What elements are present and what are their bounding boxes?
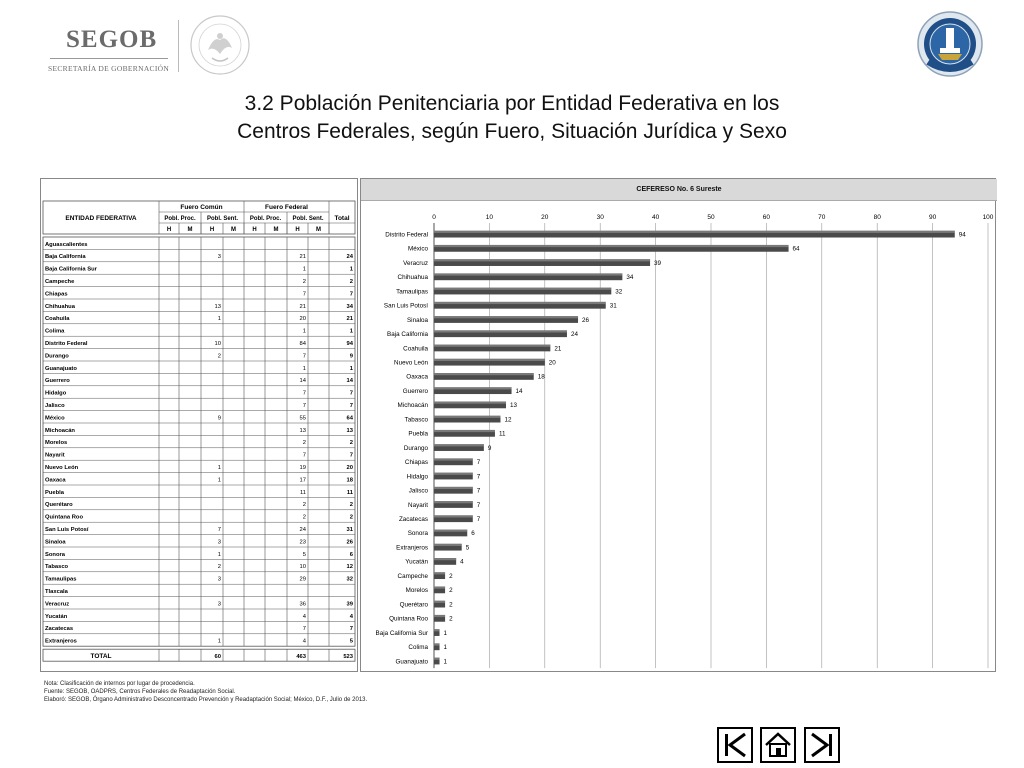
total-row-label: TOTAL (90, 652, 112, 660)
cell-federal-sent-h: 7 (302, 291, 306, 298)
data-label: 34 (626, 274, 634, 282)
title-line-2: Centros Federales, según Fuero, Situación Jurídica y Sexo (237, 120, 787, 143)
cell-total: 18 (346, 477, 353, 484)
cell-comun-sent-h: 9 (217, 415, 221, 422)
data-label: 21 (554, 345, 562, 353)
cell-federal-sent-h: 21 (299, 303, 306, 310)
row-entity-name: San Luis Potosí (45, 527, 89, 533)
row-entity-name: Veracruz (45, 601, 70, 608)
row-entity-name: Michoacán (45, 427, 75, 434)
bar-highlight (434, 302, 606, 304)
cell-federal-sent-h: 7 (302, 403, 306, 409)
row-entity-name: Tamaulipas (45, 576, 77, 583)
data-label: 1 (443, 658, 448, 666)
column-header-total: Total (334, 215, 350, 222)
column-header-entity: ENTIDAD FEDERATIVA (65, 215, 137, 222)
cell-federal-sent-h: 19 (299, 465, 306, 471)
category-label: Puebla (408, 430, 428, 438)
x-tick-label: 50 (707, 214, 715, 221)
row-entity-name: Morelos (45, 440, 68, 447)
cell-comun-sent-h: 3 (217, 576, 221, 583)
data-label: 1 (443, 644, 448, 652)
cell-total: 7 (349, 626, 353, 633)
segob-logo-word: SEGOB (66, 26, 158, 53)
cell-federal-sent-h: 23 (299, 539, 306, 546)
data-label: 18 (537, 373, 545, 381)
bar-highlight (434, 601, 445, 603)
row-entity-name: Coahuila (45, 316, 70, 323)
cell-total: 11 (346, 489, 353, 496)
sex-header: M (273, 227, 279, 233)
bar-highlight (434, 245, 789, 247)
cell-comun-sent-h: 1 (217, 551, 221, 558)
x-tick-label: 0 (432, 214, 436, 221)
data-label: 7 (476, 459, 481, 467)
x-tick-label: 90 (928, 214, 937, 221)
bar-highlight (434, 359, 545, 361)
cell-total: 7 (349, 403, 353, 409)
category-label: Baja California (387, 331, 428, 339)
cell-comun-sent-h: 3 (217, 601, 221, 608)
prepared-by-line: Elaboró: SEGOB, Órgano Administrativo Desconcentrado Prevención y Readaptación Social; México, D.F., Julio de 2013. (44, 697, 368, 703)
bar-highlight (434, 515, 473, 517)
row-entity-name: Campeche (45, 279, 75, 285)
x-tick-label: 60 (762, 214, 771, 221)
data-label: 24 (570, 331, 578, 339)
cell-federal-sent-h: 2 (302, 279, 306, 285)
data-label: 94 (958, 231, 966, 239)
category-label: Campeche (397, 572, 428, 580)
category-label: Guerrero (402, 387, 428, 395)
cell-federal-sent-h: 84 (299, 341, 306, 347)
cell-federal-sent-h: 17 (299, 477, 306, 484)
category-label: Hidalgo (406, 473, 428, 481)
table-row (45, 242, 88, 248)
skip-forward-icon (806, 729, 838, 761)
bar-highlight (434, 387, 512, 389)
row-entity-name: Querétaro (45, 502, 73, 509)
x-tick-label: 20 (541, 214, 549, 221)
data-label: 32 (615, 288, 623, 296)
cell-total: 20 (346, 465, 353, 471)
row-entity-name: Sinaloa (45, 539, 66, 546)
bar-highlight (434, 487, 473, 489)
cell-federal-sent-h: 1 (302, 266, 306, 273)
data-table-grid (41, 179, 359, 673)
category-label: Oaxaca (406, 373, 428, 381)
cell-federal-sent-h: 24 (299, 527, 306, 533)
data-label: 2 (449, 601, 453, 609)
data-label: 13 (510, 402, 518, 410)
data-label: 20 (548, 359, 556, 367)
data-label: 7 (476, 501, 481, 509)
row-entity-name: Sonora (45, 551, 65, 558)
bar-highlight (434, 401, 506, 403)
data-label: 7 (476, 487, 481, 495)
category-label: Baja California Sur (375, 629, 428, 637)
category-label: Jalisco (408, 487, 428, 495)
category-label: Yucatán (405, 558, 428, 566)
cell-federal-sent-h: 7 (302, 626, 306, 633)
bar-highlight (434, 544, 462, 546)
data-label: 12 (504, 416, 512, 424)
bar-highlight (434, 458, 473, 460)
data-label: 9 (487, 444, 492, 452)
cell-federal-sent-h: 55 (299, 415, 306, 422)
segob-logo-subtitle: SECRETARÍA DE GOBERNACIÓN (48, 64, 170, 73)
data-label: 26 (582, 316, 590, 324)
row-entity-name: Baja California Sur (45, 266, 97, 273)
title-line-1: 3.2 Población Penitenciaria por Entidad Federativa en los (244, 92, 780, 115)
cell-total: 7 (349, 390, 353, 397)
bar-chart-plot (361, 203, 997, 671)
sex-header: M (187, 227, 193, 233)
row-entity-name: Colima (45, 328, 65, 335)
sex-header: H (295, 227, 300, 233)
category-label: Veracruz (403, 259, 428, 267)
total-comun-sent-h: 60 (214, 653, 221, 660)
cell-federal-sent-h: 4 (302, 613, 306, 620)
cell-federal-sent-h: 29 (299, 576, 306, 583)
row-entity-name: Guanajuato (45, 365, 77, 372)
oadprs-badge-icon (916, 10, 984, 78)
segob-logo-rule (50, 58, 168, 59)
category-label: Nayarit (408, 501, 428, 509)
group-header-fuero-comun: Fuero Común (180, 204, 223, 211)
cell-federal-sent-h: 2 (302, 440, 306, 447)
cell-total: 4 (349, 613, 353, 620)
row-entity-name: Quintana Roo (45, 514, 83, 521)
cell-total: 2 (349, 502, 353, 509)
row-entity-name: México (45, 415, 65, 422)
cell-federal-sent-h: 2 (302, 502, 306, 509)
row-entity-name: Baja California (45, 254, 86, 261)
bar-highlight (434, 373, 534, 375)
category-label: Chihuahua (397, 274, 428, 282)
cell-total: 21 (346, 316, 353, 323)
cell-federal-sent-h: 13 (299, 427, 306, 434)
last-page-button[interactable] (804, 727, 840, 763)
bar-highlight (434, 416, 500, 418)
x-tick-label: 30 (596, 214, 604, 221)
cell-total: 1 (349, 365, 353, 372)
skip-back-icon (719, 729, 751, 761)
category-label: Tamaulipas (396, 288, 428, 296)
category-label: Chiapas (404, 459, 428, 467)
cell-comun-sent-h: 3 (217, 539, 221, 546)
home-button[interactable] (760, 727, 796, 763)
cell-total: 24 (346, 254, 353, 261)
data-label: 39 (654, 259, 662, 267)
data-label: 6 (471, 530, 475, 538)
bar-highlight (434, 501, 473, 503)
cell-federal-sent-h: 10 (299, 564, 306, 571)
cell-total: 2 (349, 440, 353, 447)
category-label: Tabasco (404, 416, 428, 424)
cell-total: 1 (349, 266, 353, 273)
category-label: Colima (408, 644, 428, 652)
bar-highlight (434, 316, 578, 318)
row-entity-name: Extranjeros (45, 638, 77, 645)
mexico-seal-icon (188, 14, 252, 76)
category-label: Sonora (407, 530, 428, 538)
logo-divider (178, 20, 179, 72)
x-tick-label: 70 (818, 214, 826, 221)
row-entity-name: Tabasco (45, 564, 69, 571)
cell-total: 26 (346, 539, 353, 546)
row-entity-name: Hidalgo (45, 390, 67, 397)
row-entity-name: Nayarit (45, 452, 65, 459)
row-entity-name: Guerrero (45, 378, 70, 385)
cell-total: 64 (346, 415, 353, 422)
cell-federal-sent-h: 5 (302, 551, 306, 558)
data-label: 5 (465, 544, 470, 552)
sub-header-poblacion: Pobl. Sent. (206, 216, 239, 222)
sex-header: M (316, 227, 321, 233)
bar-highlight (434, 444, 484, 446)
first-page-button[interactable] (717, 727, 753, 763)
row-entity-name: Chihuahua (45, 303, 75, 310)
category-label: Zacatecas (398, 516, 428, 524)
bar-highlight (434, 658, 440, 660)
x-tick-label: 10 (485, 214, 494, 221)
data-label: 7 (476, 516, 481, 524)
cell-total: 6 (349, 551, 353, 558)
row-entity-name: Zacatecas (45, 626, 74, 633)
cell-federal-sent-h: 1 (302, 328, 306, 335)
bar-highlight (434, 231, 955, 233)
data-label: 4 (460, 558, 464, 566)
bar-highlight (434, 558, 456, 560)
data-label: 31 (609, 302, 617, 310)
data-table (40, 178, 358, 672)
data-label: 2 (449, 572, 453, 580)
cell-total: 12 (346, 564, 353, 571)
category-label: Morelos (405, 587, 428, 595)
note-line: Nota: Clasificación de internos por lugar de procedencia. (44, 681, 195, 687)
cell-total: 13 (346, 427, 353, 434)
category-label: Distrito Federal (385, 231, 428, 239)
table-row (45, 589, 69, 595)
x-tick-label: 40 (651, 214, 660, 221)
data-label: 11 (498, 430, 506, 438)
sex-header: H (209, 227, 215, 233)
cell-comun-sent-h: 1 (217, 477, 221, 484)
cell-comun-sent-h: 1 (217, 465, 221, 471)
cell-total: 94 (346, 341, 353, 347)
row-entity-name: Nuevo León (45, 465, 79, 471)
data-label: 7 (476, 473, 481, 481)
bar-highlight (434, 473, 473, 475)
category-label: San Luis Potosí (383, 302, 428, 310)
source-notes (44, 680, 367, 704)
row-entity-name: Yucatán (45, 613, 68, 620)
cell-comun-sent-h: 2 (217, 564, 221, 571)
row-entity-name: Tlaxcala (45, 589, 68, 595)
category-label: Querétaro (399, 601, 428, 609)
data-label: 14 (515, 387, 523, 395)
cell-total: 39 (346, 601, 353, 608)
cell-comun-sent-h: 13 (214, 303, 221, 310)
cell-total: 7 (349, 452, 353, 459)
bar-highlight (434, 629, 440, 631)
category-label: Coahuila (403, 345, 428, 353)
page-title (0, 90, 1024, 146)
cell-federal-sent-h: 7 (302, 353, 306, 360)
data-label: 2 (449, 587, 453, 595)
cell-federal-sent-h: 4 (302, 638, 306, 645)
cell-total: 34 (346, 303, 353, 310)
bar-highlight (434, 259, 650, 261)
bar-highlight (434, 643, 440, 645)
source-line: Fuente: SEGOB, OADPRS, Centros Federales de Readaptación Social. (44, 689, 236, 695)
bar-highlight (434, 288, 611, 290)
category-label: México (408, 245, 428, 253)
category-label: Sinaloa (406, 316, 428, 324)
cell-total: 31 (346, 527, 353, 533)
category-label: Nuevo León (394, 359, 428, 367)
row-entity-name: Chiapas (45, 291, 68, 298)
group-header-fuero-federal: Fuero Federal (265, 204, 308, 211)
sex-header: M (231, 227, 236, 233)
bar-highlight (434, 530, 467, 532)
bar-highlight (434, 273, 622, 275)
data-label: 1 (443, 629, 448, 637)
bar-highlight (434, 572, 445, 574)
row-entity-name: Jalisco (45, 403, 65, 409)
category-label: Guanajuato (395, 658, 428, 666)
bar-highlight (434, 330, 567, 332)
cell-comun-sent-h: 1 (217, 316, 221, 323)
bar-highlight (434, 586, 445, 588)
cell-total: 2 (349, 514, 353, 521)
chart-title: CEFERESO No. 6 Sureste (361, 179, 997, 201)
cell-federal-sent-h: 7 (302, 390, 306, 397)
row-entity-name: Aguascalientes (45, 241, 88, 248)
x-tick-label: 80 (873, 214, 881, 221)
bar-highlight (434, 430, 495, 432)
cell-comun-sent-h: 2 (217, 353, 221, 360)
sex-header: H (252, 227, 257, 233)
cell-comun-sent-h: 10 (214, 341, 221, 347)
cell-total: 2 (349, 279, 353, 285)
category-label: Quintana Roo (389, 615, 428, 623)
cell-federal-sent-h: 36 (299, 601, 306, 608)
cell-total: 5 (349, 638, 353, 645)
bar-chart (360, 178, 996, 672)
segob-logo (44, 22, 174, 72)
cell-federal-sent-h: 2 (302, 514, 306, 521)
cell-total: 7 (349, 291, 353, 298)
cell-comun-sent-h: 1 (217, 638, 221, 645)
cell-federal-sent-h: 1 (302, 365, 306, 372)
category-label: Michoacán (397, 402, 428, 410)
category-label: Durango (403, 444, 428, 452)
home-icon (762, 729, 794, 761)
cell-federal-sent-h: 11 (299, 489, 306, 496)
x-tick-label: 100 (982, 214, 994, 221)
row-entity-name: Puebla (45, 489, 65, 496)
cell-total: 9 (349, 353, 353, 360)
total-federal-sent-h: 463 (296, 653, 306, 660)
cell-total: 14 (346, 378, 353, 385)
cell-comun-sent-h: 3 (217, 254, 221, 261)
row-entity-name: Oaxaca (45, 477, 66, 484)
row-entity-name: Distrito Federal (45, 341, 88, 347)
cell-federal-sent-h: 20 (299, 316, 306, 323)
bar-highlight (434, 345, 550, 347)
row-entity-name: Durango (45, 353, 69, 360)
cell-total: 32 (346, 576, 353, 583)
total-grand: 523 (343, 653, 353, 660)
bar-highlight (434, 615, 445, 617)
cell-federal-sent-h: 7 (302, 452, 306, 459)
sex-header: H (166, 227, 172, 233)
cell-total: 1 (349, 328, 353, 335)
category-label: Extranjeros (396, 544, 428, 552)
sub-header-poblacion: Pobl. Proc. (249, 216, 282, 222)
cell-comun-sent-h: 7 (217, 527, 221, 533)
sub-header-poblacion: Pobl. Sent. (292, 216, 324, 222)
data-label: 64 (792, 245, 800, 253)
cell-federal-sent-h: 21 (299, 254, 306, 261)
data-label: 2 (449, 615, 453, 623)
cell-federal-sent-h: 14 (299, 378, 306, 385)
sub-header-poblacion: Pobl. Proc. (164, 216, 196, 222)
